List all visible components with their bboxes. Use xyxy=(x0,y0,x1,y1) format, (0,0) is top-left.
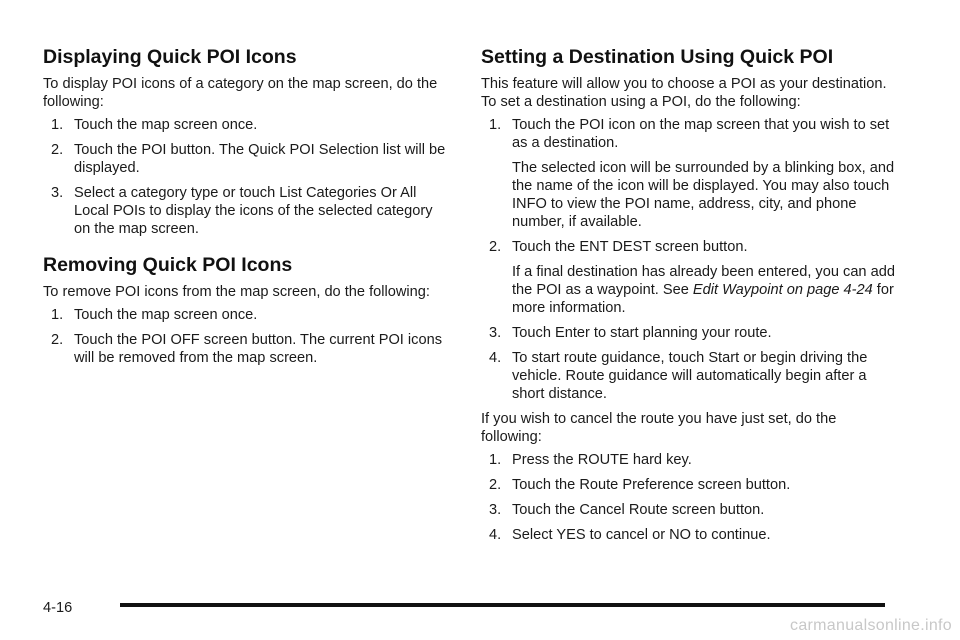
intro-cancel-route: If you wish to cancel the route you have just set, do the following: xyxy=(481,411,837,445)
list-item xyxy=(481,451,901,469)
heading-removing-quick-poi-icons: Removing Quick POI Icons xyxy=(43,254,293,276)
list-item xyxy=(481,501,901,519)
footer-rule xyxy=(120,603,885,607)
heading-setting-destination: Setting a Destination Using Quick POI xyxy=(481,46,834,68)
list-item xyxy=(43,306,451,324)
step-number: 1. xyxy=(51,307,64,323)
left-column xyxy=(43,44,451,374)
step-text: To start route guidance, touch Start or begin driving the vehicle. Route guidance will automatically begin after a short distance. xyxy=(512,350,868,402)
step-number: 2. xyxy=(489,477,502,493)
step-text: Touch the POI button. The Quick POI Selection list will be displayed. xyxy=(74,142,446,176)
list-item xyxy=(481,349,901,403)
list-item xyxy=(481,526,901,544)
steps-setting-destination xyxy=(481,116,901,403)
list-item xyxy=(43,116,451,134)
step-text: Touch the map screen once. xyxy=(74,307,258,323)
step-number: 2. xyxy=(51,332,64,348)
list-item xyxy=(43,331,451,367)
list-item xyxy=(481,238,901,317)
list-item xyxy=(481,324,901,342)
note-text: If a final destination has already been entered, you can add the POI as a waypoint. See xyxy=(512,264,895,298)
step-number: 2. xyxy=(51,142,64,158)
list-item xyxy=(481,116,901,231)
list-item xyxy=(43,141,451,177)
step-number: 4. xyxy=(489,350,502,366)
right-column xyxy=(481,44,901,551)
step-note: The selected icon will be surrounded by a blinking box, and the name of the icon will be displayed. You may also touch INFO to view the POI name, address, city, and phone number, if available. xyxy=(512,160,895,230)
steps-cancel-route xyxy=(481,451,901,544)
step-number: 1. xyxy=(489,452,502,468)
cross-reference-link[interactable]: Edit Waypoint on page 4-24 xyxy=(692,282,873,298)
step-number: 1. xyxy=(51,117,64,133)
step-text: Touch the Cancel Route screen button. xyxy=(512,502,765,518)
step-number: 3. xyxy=(489,325,502,341)
steps-removing xyxy=(43,306,451,367)
intro-setting-destination: This feature will allow you to choose a POI as your destination. To set a destination using a POI, do the following: xyxy=(481,76,887,110)
steps-displaying xyxy=(43,116,451,238)
intro-displaying: To display POI icons of a category on the map screen, do the following: xyxy=(43,76,438,110)
step-number: 1. xyxy=(489,117,502,133)
step-number: 3. xyxy=(489,502,502,518)
step-text: Touch the POI OFF screen button. The current POI icons will be removed from the map screen. xyxy=(74,332,442,366)
step-text: Touch the map screen once. xyxy=(74,117,258,133)
heading-displaying-quick-poi-icons: Displaying Quick POI Icons xyxy=(43,46,297,68)
step-note xyxy=(512,263,901,317)
step-text: Touch the POI icon on the map screen that you wish to set as a destination. xyxy=(512,117,890,151)
step-text: Touch the ENT DEST screen button. xyxy=(512,239,748,255)
list-item xyxy=(481,476,901,494)
step-text: Touch Enter to start planning your route. xyxy=(512,325,772,341)
step-text: Select a category type or touch List Categories Or All Local POIs to display the icons of the selected category on the map screen. xyxy=(74,185,433,237)
note-text: for more information. xyxy=(512,282,894,316)
step-text: Press the ROUTE hard key. xyxy=(512,452,692,468)
step-number: 2. xyxy=(489,239,502,255)
intro-removing: To remove POI icons from the map screen, do the following: xyxy=(43,284,430,300)
step-text: Select YES to cancel or NO to continue. xyxy=(512,527,771,543)
watermark: carmanualsonline.info xyxy=(790,617,952,634)
step-text: Touch the Route Preference screen button. xyxy=(512,477,791,493)
step-number: 4. xyxy=(489,527,502,543)
page-number: 4-16 xyxy=(43,600,73,616)
step-number: 3. xyxy=(51,185,64,201)
list-item xyxy=(43,184,451,238)
